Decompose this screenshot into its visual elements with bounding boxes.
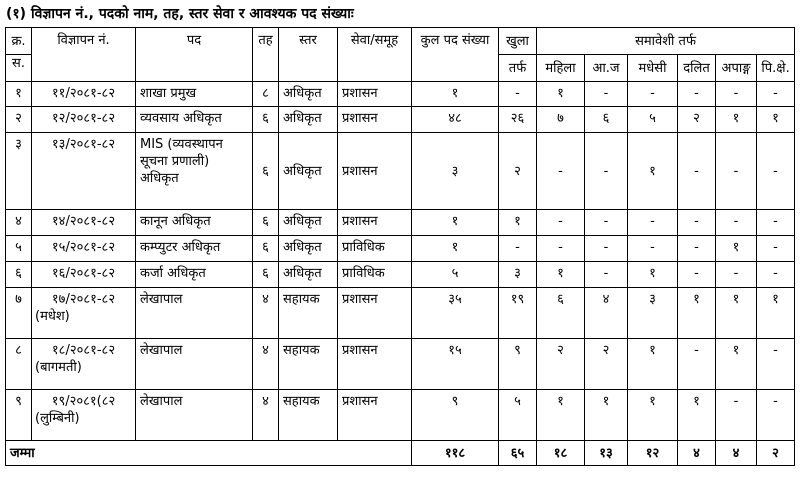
cell-service: प्रशासन	[338, 339, 412, 390]
cell-disabled: १	[716, 288, 757, 339]
cell-open: ९	[499, 339, 537, 390]
cell-grade: अधिकृत	[279, 236, 338, 262]
cell-disabled: १	[716, 339, 757, 390]
total-women: १८	[537, 441, 585, 466]
cell-dalit: -	[678, 210, 716, 236]
cell-post	[136, 236, 253, 262]
cell-sn: ७	[6, 288, 32, 339]
table-row	[6, 82, 795, 107]
header-ad-no: विज्ञापन नं.	[32, 28, 136, 82]
cell-dalit: -	[678, 236, 716, 262]
header-total: कुल पद संख्या	[412, 28, 499, 82]
cell-sn: ६	[6, 262, 32, 288]
cell-grade: अधिकृत	[279, 210, 338, 236]
cell-madhesi: ५	[628, 107, 678, 133]
cell-women: १	[537, 390, 585, 441]
cell-disabled: -	[716, 262, 757, 288]
total-dalit: ४	[678, 441, 716, 466]
cell-service: प्रशासन	[338, 390, 412, 441]
cell-total: ९	[412, 390, 499, 441]
cell-total: १	[412, 236, 499, 262]
table-row	[6, 288, 795, 339]
cell-service: प्रशासन	[338, 107, 412, 133]
cell-post	[136, 339, 253, 390]
cell-post	[136, 133, 253, 210]
post-line: लेखापाल	[140, 394, 183, 409]
cell-sn: ५	[6, 236, 32, 262]
header-disabled: अपाङ्ग	[716, 55, 757, 82]
cell-backward-region: -	[757, 339, 795, 390]
cell-post	[136, 107, 253, 133]
header-service: सेवा/समूह	[338, 28, 412, 82]
cell-backward-region: १	[757, 107, 795, 133]
cell-disabled: १	[716, 236, 757, 262]
header-open: खुला	[499, 28, 537, 55]
ad-region: (बागमती)	[35, 360, 82, 375]
cell-madhesi: -	[628, 210, 678, 236]
cell-ad-no	[32, 390, 136, 441]
cell-sn: ४	[6, 210, 32, 236]
cell-women: -	[537, 210, 585, 236]
cell-backward-region: -	[757, 262, 795, 288]
total-open: ६५	[499, 441, 537, 466]
cell-level: ६	[253, 236, 279, 262]
cell-women: -	[537, 133, 585, 210]
cell-dalit: -	[678, 82, 716, 107]
post-line: व्यवसाय अधिकृत	[140, 111, 222, 126]
cell-madhesi: १	[628, 390, 678, 441]
header-madhesi: मधेसी	[628, 55, 678, 82]
cell-ad-no	[32, 236, 136, 262]
cell-indigenous: -	[585, 236, 628, 262]
header-open-bottom: तर्फ	[499, 55, 537, 82]
cell-grade: सहायक	[279, 339, 338, 390]
cell-disabled: १	[716, 107, 757, 133]
cell-backward-region: -	[757, 390, 795, 441]
cell-total: १	[412, 82, 499, 107]
cell-backward-region: -	[757, 133, 795, 210]
cell-backward-region: -	[757, 82, 795, 107]
table-row	[6, 262, 795, 288]
header-backward-region: पि.क्षे.	[757, 55, 795, 82]
ad-no-text: १७/२०८१-८२	[51, 292, 116, 307]
cell-post	[136, 262, 253, 288]
cell-open: १९	[499, 288, 537, 339]
cell-madhesi: -	[628, 82, 678, 107]
table-row	[6, 133, 795, 210]
cell-backward-region: -	[757, 210, 795, 236]
post-line: लेखापाल	[140, 343, 183, 358]
cell-level: ६	[253, 107, 279, 133]
cell-sn: ८	[6, 339, 32, 390]
header-sn-bottom: स.	[6, 55, 32, 82]
ad-no-text: १८/२०८१-८२	[51, 343, 116, 358]
cell-sn: ३	[6, 133, 32, 210]
cell-women: -	[537, 236, 585, 262]
cell-grade: सहायक	[279, 288, 338, 339]
cell-indigenous: २	[585, 339, 628, 390]
cell-madhesi: -	[628, 236, 678, 262]
post-line: अधिकृत	[140, 171, 179, 186]
cell-level: ४	[253, 288, 279, 339]
cell-post	[136, 210, 253, 236]
post-line: कम्प्युटर अधिकृत	[140, 240, 221, 255]
total-madhesi: १२	[628, 441, 678, 466]
cell-sn: ९	[6, 390, 32, 441]
cell-grade: अधिकृत	[279, 133, 338, 210]
cell-ad-no	[32, 288, 136, 339]
cell-open: -	[499, 82, 537, 107]
cell-open: ५	[499, 390, 537, 441]
cell-madhesi: १	[628, 339, 678, 390]
cell-grade: अधिकृत	[279, 82, 338, 107]
ad-no-text: १५/२०८१-८२	[51, 240, 116, 255]
cell-indigenous: ६	[585, 107, 628, 133]
cell-service: प्राविधिक	[338, 236, 412, 262]
header-women: महिला	[537, 55, 585, 82]
cell-post	[136, 288, 253, 339]
cell-sn: २	[6, 107, 32, 133]
cell-madhesi: ३	[628, 288, 678, 339]
cell-total: १५	[412, 339, 499, 390]
vacancy-table	[5, 27, 795, 466]
cell-ad-no	[32, 262, 136, 288]
cell-grade: अधिकृत	[279, 107, 338, 133]
ad-no-text: १२/२०८१-८२	[51, 111, 116, 126]
cell-dalit: १	[678, 390, 716, 441]
header-level: तह	[253, 28, 279, 82]
table-row	[6, 236, 795, 262]
header-grade: स्तर	[279, 28, 338, 82]
cell-ad-no	[32, 107, 136, 133]
cell-ad-no	[32, 82, 136, 107]
cell-total: १	[412, 210, 499, 236]
cell-backward-region: १	[757, 288, 795, 339]
cell-service: प्रशासन	[338, 210, 412, 236]
cell-service: प्राविधिक	[338, 262, 412, 288]
cell-women: ६	[537, 288, 585, 339]
cell-post	[136, 82, 253, 107]
cell-post	[136, 390, 253, 441]
header-dalit: दलित	[678, 55, 716, 82]
cell-women: २	[537, 339, 585, 390]
ad-no-text: १३/२०८१-८२	[51, 137, 116, 152]
cell-grade: अधिकृत	[279, 262, 338, 288]
cell-dalit: १	[678, 288, 716, 339]
header-sn: क्र.	[6, 28, 32, 55]
cell-ad-no	[32, 210, 136, 236]
cell-women: १	[537, 82, 585, 107]
table-row	[6, 390, 795, 441]
cell-level: ६	[253, 210, 279, 236]
cell-total: ३५	[412, 288, 499, 339]
cell-level: ६	[253, 133, 279, 210]
cell-ad-no	[32, 339, 136, 390]
cell-dalit: २	[678, 107, 716, 133]
total-label: जम्मा	[6, 441, 412, 466]
cell-women: ७	[537, 107, 585, 133]
cell-disabled: -	[716, 82, 757, 107]
cell-backward-region: -	[757, 236, 795, 262]
post-line: सूचना प्रणाली)	[140, 154, 210, 169]
cell-grade: सहायक	[279, 390, 338, 441]
header-post: पद	[136, 28, 253, 82]
cell-indigenous: -	[585, 210, 628, 236]
cell-level: ८	[253, 82, 279, 107]
cell-dalit: -	[678, 133, 716, 210]
post-line: लेखापाल	[140, 292, 183, 307]
cell-women: १	[537, 262, 585, 288]
cell-disabled: -	[716, 390, 757, 441]
total-indigenous: १३	[585, 441, 628, 466]
cell-level: ४	[253, 390, 279, 441]
cell-total: ५	[412, 262, 499, 288]
cell-indigenous: -	[585, 133, 628, 210]
cell-open: ३	[499, 262, 537, 288]
cell-dalit: -	[678, 262, 716, 288]
header-indigenous: आ.ज	[585, 55, 628, 82]
ad-no-text: १६/२०८१-८२	[51, 266, 116, 281]
ad-no-text: ११/२०८१-८२	[51, 86, 116, 101]
table-row	[6, 339, 795, 390]
cell-indigenous: ४	[585, 288, 628, 339]
cell-disabled: -	[716, 133, 757, 210]
header-inclusive: समावेशी तर्फ	[537, 28, 795, 55]
section-heading: (१) विज्ञापन नं., पदको नाम, तह, स्तर सेवा र आवश्यक पद संख्याः	[6, 6, 354, 22]
table-row	[6, 107, 795, 133]
total-posts: ११८	[412, 441, 499, 466]
cell-total: ३	[412, 133, 499, 210]
cell-service: प्रशासन	[338, 82, 412, 107]
cell-disabled: -	[716, 210, 757, 236]
ad-region: (लुम्बिनी)	[35, 411, 80, 426]
cell-indigenous: १	[585, 390, 628, 441]
cell-ad-no	[32, 133, 136, 210]
ad-no-text: १४/२०८१-८२	[51, 214, 116, 229]
cell-open: २	[499, 133, 537, 210]
cell-service: प्रशासन	[338, 288, 412, 339]
cell-madhesi: १	[628, 133, 678, 210]
cell-service: प्रशासन	[338, 133, 412, 210]
ad-region: (मधेश)	[35, 309, 70, 324]
post-line: कर्जा अधिकृत	[140, 266, 206, 281]
cell-open: १	[499, 210, 537, 236]
cell-open: -	[499, 236, 537, 262]
cell-open: २६	[499, 107, 537, 133]
cell-level: ४	[253, 339, 279, 390]
post-line: कानून अधिकृत	[140, 214, 211, 229]
ad-no-text: १९/२०८१(८२	[51, 394, 116, 409]
post-line: MIS (व्यवस्थापन	[140, 137, 223, 152]
cell-madhesi: १	[628, 262, 678, 288]
cell-indigenous: -	[585, 262, 628, 288]
table-row	[6, 210, 795, 236]
cell-total: ४८	[412, 107, 499, 133]
cell-indigenous: -	[585, 82, 628, 107]
cell-sn: १	[6, 82, 32, 107]
post-line: शाखा प्रमुख	[140, 86, 197, 101]
cell-dalit: -	[678, 339, 716, 390]
total-backward-region: २	[757, 441, 795, 466]
cell-level: ६	[253, 262, 279, 288]
total-disabled: ४	[716, 441, 757, 466]
